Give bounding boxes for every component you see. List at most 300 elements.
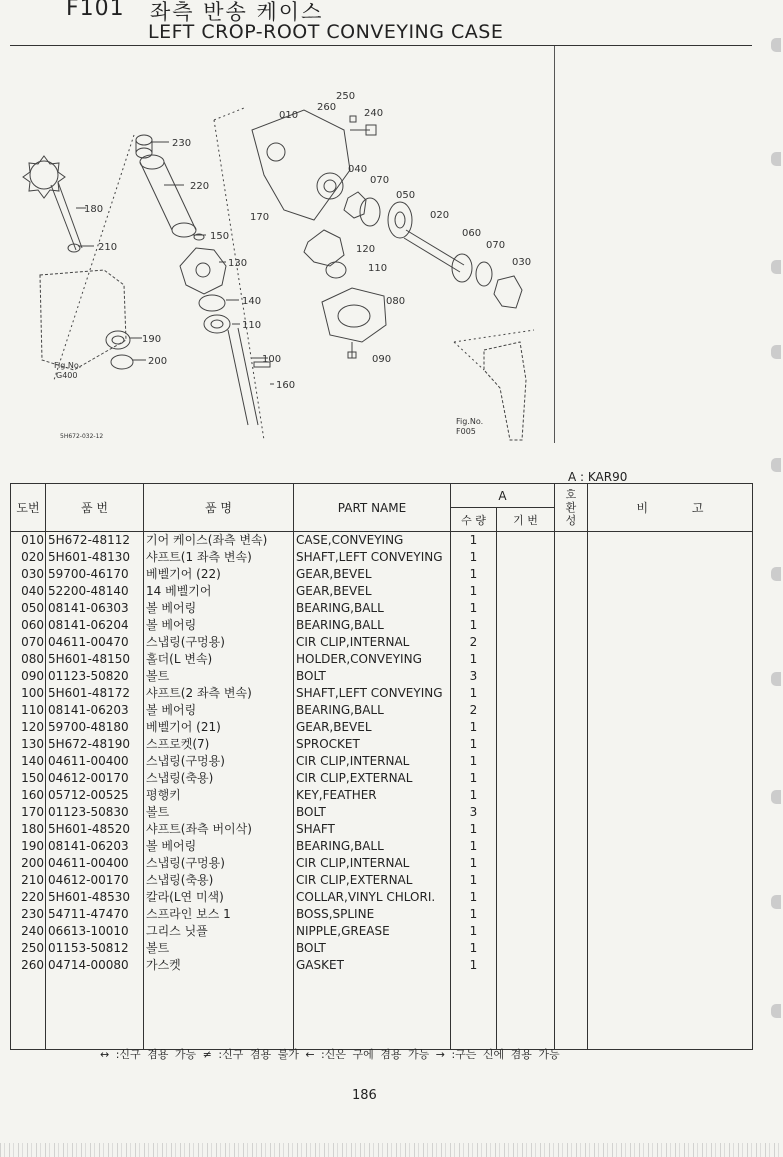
fig-ref-right: Fig.No. [456, 417, 484, 426]
row-name-kr: 스냅링(구멍용) [144, 855, 294, 872]
row-ref: 080 [11, 651, 46, 668]
row-name-kr: 가스켓 [144, 957, 294, 974]
row-name-kr: 스냅링(축용) [144, 770, 294, 787]
binder-hole [771, 152, 781, 166]
diagram-label: 200 [148, 356, 168, 367]
row-interchange [555, 549, 588, 566]
diagram-label: 160 [276, 380, 296, 391]
row-part-name: GEAR,BEVEL [294, 719, 451, 736]
drawing-code: 5H672-032-12 [60, 433, 104, 440]
row-part-no: 5H601-48130 [46, 549, 144, 566]
row-qty: 2 [451, 702, 497, 719]
header-part-no: 품 번 [46, 484, 144, 532]
row-part-name: SHAFT,LEFT CONVEYING [294, 549, 451, 566]
row-basic [497, 549, 555, 566]
row-ref: 110 [11, 702, 46, 719]
row-name-kr: 기어 케이스(좌측 변속) [144, 532, 294, 550]
blank-cell [588, 974, 753, 1050]
row-qty: 1 [451, 923, 497, 940]
table-blank-area [11, 974, 753, 1050]
table-row [11, 600, 753, 617]
row-qty: 1 [451, 940, 497, 957]
row-ref: 140 [11, 753, 46, 770]
row-ref: 210 [11, 872, 46, 889]
table-row [11, 719, 753, 736]
row-part-no: 59700-48180 [46, 719, 144, 736]
row-part-name: BOSS,SPLINE [294, 906, 451, 923]
row-basic [497, 617, 555, 634]
binder-hole [771, 260, 781, 274]
row-part-name: CIR CLIP,EXTERNAL [294, 770, 451, 787]
row-part-no: 08141-06203 [46, 702, 144, 719]
row-interchange [555, 583, 588, 600]
row-ref: 090 [11, 668, 46, 685]
row-interchange [555, 838, 588, 855]
row-qty: 3 [451, 804, 497, 821]
row-interchange [555, 702, 588, 719]
row-part-no: 04714-00080 [46, 957, 144, 974]
binder-hole [771, 895, 781, 909]
table-row [11, 685, 753, 702]
table-row [11, 787, 753, 804]
diagram-label: 090 [372, 354, 392, 365]
row-name-kr: 14 베벨기어 [144, 583, 294, 600]
row-name-kr: 볼 베어링 [144, 600, 294, 617]
row-part-no: 5H601-48530 [46, 889, 144, 906]
table-row [11, 583, 753, 600]
row-remarks [588, 906, 753, 923]
row-ref: 070 [11, 634, 46, 651]
row-part-name: BOLT [294, 668, 451, 685]
row-part-name: SHAFT,LEFT CONVEYING [294, 685, 451, 702]
blank-cell [451, 974, 497, 1050]
row-qty: 1 [451, 770, 497, 787]
binder-hole [771, 458, 781, 472]
row-qty: 1 [451, 719, 497, 736]
row-remarks [588, 889, 753, 906]
row-remarks [588, 770, 753, 787]
row-name-kr: 평행키 [144, 787, 294, 804]
row-part-no: 54711-47470 [46, 906, 144, 923]
row-interchange [555, 617, 588, 634]
row-remarks [588, 838, 753, 855]
row-part-no: 59700-46170 [46, 566, 144, 583]
binder-hole [771, 345, 781, 359]
row-basic [497, 770, 555, 787]
row-remarks [588, 957, 753, 974]
row-ref: 190 [11, 838, 46, 855]
row-part-name: BOLT [294, 804, 451, 821]
row-ref: 100 [11, 685, 46, 702]
diagram-label: 010 [279, 110, 299, 121]
table-row [11, 702, 753, 719]
row-ref: 260 [11, 957, 46, 974]
row-part-no: 5H601-48150 [46, 651, 144, 668]
row-remarks [588, 583, 753, 600]
diagram-label: 170 [250, 212, 270, 223]
diagram-label: 110 [368, 263, 388, 274]
diagram-label: 140 [242, 296, 262, 307]
row-qty: 1 [451, 838, 497, 855]
row-remarks [588, 651, 753, 668]
row-basic [497, 600, 555, 617]
diagram-label: 030 [512, 257, 532, 268]
diagram-label: 240 [364, 108, 384, 119]
row-name-kr: 볼트 [144, 668, 294, 685]
row-interchange [555, 906, 588, 923]
row-part-no: 04611-00400 [46, 855, 144, 872]
diagram-label: 150 [210, 231, 230, 242]
row-basic [497, 804, 555, 821]
header-basic: 기 번 [497, 508, 555, 532]
diagram-label: 230 [172, 138, 192, 149]
row-part-no: 08141-06303 [46, 600, 144, 617]
row-remarks [588, 600, 753, 617]
row-qty: 1 [451, 957, 497, 974]
row-remarks [588, 753, 753, 770]
diagram-label: 110 [242, 320, 262, 331]
fig-ref-left-number: G400 [56, 371, 78, 380]
blank-cell [144, 974, 294, 1050]
row-ref: 020 [11, 549, 46, 566]
row-part-name: CASE,CONVEYING [294, 532, 451, 550]
row-remarks [588, 566, 753, 583]
diagram-label: 260 [317, 102, 337, 113]
row-basic [497, 719, 555, 736]
diagram-label: 040 [348, 164, 368, 175]
row-name-kr: 홀더(L 변속) [144, 651, 294, 668]
row-part-name: NIPPLE,GREASE [294, 923, 451, 940]
table-row [11, 889, 753, 906]
diagram-label: 120 [356, 244, 376, 255]
row-interchange [555, 651, 588, 668]
table-row [11, 804, 753, 821]
figure-code: F101 [66, 0, 125, 21]
table-row [11, 532, 753, 550]
row-part-name: BOLT [294, 940, 451, 957]
row-remarks [588, 821, 753, 838]
row-ref: 250 [11, 940, 46, 957]
row-interchange [555, 753, 588, 770]
row-remarks [588, 685, 753, 702]
diagram-label: 130 [228, 258, 248, 269]
binder-hole [771, 672, 781, 686]
diagram-label: 220 [190, 181, 210, 192]
page-number: 186 [352, 1088, 377, 1103]
diagram-label: 180 [84, 204, 104, 215]
row-part-name: SPROCKET [294, 736, 451, 753]
row-part-name: CIR CLIP,INTERNAL [294, 753, 451, 770]
diagram-label: 080 [386, 296, 406, 307]
row-ref: 120 [11, 719, 46, 736]
diagram-label: 070 [370, 175, 390, 186]
table-row [11, 617, 753, 634]
table-row [11, 668, 753, 685]
row-part-no: 04611-00470 [46, 634, 144, 651]
row-interchange [555, 685, 588, 702]
row-remarks [588, 668, 753, 685]
table-row [11, 651, 753, 668]
row-name-kr: 볼 베어링 [144, 838, 294, 855]
row-name-kr: 볼 베어링 [144, 617, 294, 634]
exploded-parts-diagram [14, 80, 554, 450]
row-basic [497, 685, 555, 702]
row-qty: 1 [451, 566, 497, 583]
row-remarks [588, 787, 753, 804]
compatibility-legend: ↔ :신구 겸용 가능 ≠ :신구 겸용 불가 ← :신은 구에 겸용 가능 → :구는 신에 겸용 가능 [100, 1048, 560, 1061]
row-part-name: BEARING,BALL [294, 600, 451, 617]
row-remarks [588, 634, 753, 651]
row-part-name: HOLDER,CONVEYING [294, 651, 451, 668]
row-name-kr: 스프라인 보스 1 [144, 906, 294, 923]
row-part-no: 5H601-48172 [46, 685, 144, 702]
row-part-name: SHAFT [294, 821, 451, 838]
row-name-kr: 샤프트(1 좌측 변속) [144, 549, 294, 566]
header-remarks: 비 고 [588, 484, 753, 532]
header-group-a: A [451, 484, 555, 508]
table-row [11, 906, 753, 923]
table-row [11, 923, 753, 940]
row-qty: 1 [451, 600, 497, 617]
row-ref: 060 [11, 617, 46, 634]
row-basic [497, 821, 555, 838]
row-remarks [588, 617, 753, 634]
row-name-kr: 베벨기어 (21) [144, 719, 294, 736]
row-interchange [555, 634, 588, 651]
row-interchange [555, 804, 588, 821]
row-remarks [588, 719, 753, 736]
row-qty: 1 [451, 906, 497, 923]
row-interchange [555, 736, 588, 753]
row-basic [497, 736, 555, 753]
binder-hole [771, 567, 781, 581]
row-interchange [555, 532, 588, 550]
row-name-kr: 볼트 [144, 940, 294, 957]
table-row [11, 770, 753, 787]
row-ref: 160 [11, 787, 46, 804]
diagram-label: 050 [396, 190, 416, 201]
row-part-no: 05712-00525 [46, 787, 144, 804]
header-qty: 수 량 [451, 508, 497, 532]
table-row [11, 634, 753, 651]
row-qty: 1 [451, 753, 497, 770]
binder-hole [771, 1004, 781, 1018]
row-ref: 170 [11, 804, 46, 821]
blank-cell [555, 974, 588, 1050]
row-part-no: 06613-10010 [46, 923, 144, 940]
row-interchange [555, 872, 588, 889]
row-ref: 230 [11, 906, 46, 923]
row-part-no: 52200-48140 [46, 583, 144, 600]
row-basic [497, 753, 555, 770]
row-qty: 1 [451, 651, 497, 668]
row-name-kr: 샤프트(좌측 버이삭) [144, 821, 294, 838]
row-remarks [588, 532, 753, 550]
binder-hole [771, 790, 781, 804]
row-interchange [555, 821, 588, 838]
table-row [11, 566, 753, 583]
row-basic [497, 872, 555, 889]
row-part-no: 08141-06203 [46, 838, 144, 855]
diagram-label: 070 [486, 240, 506, 251]
row-ref: 180 [11, 821, 46, 838]
row-interchange [555, 600, 588, 617]
blank-cell [497, 974, 555, 1050]
row-name-kr: 스냅링(축용) [144, 872, 294, 889]
row-interchange [555, 668, 588, 685]
table-row [11, 549, 753, 566]
row-interchange [555, 566, 588, 583]
header-part-name: PART NAME [294, 484, 451, 532]
row-part-name: BEARING,BALL [294, 617, 451, 634]
row-part-name: KEY,FEATHER [294, 787, 451, 804]
row-part-name: BEARING,BALL [294, 702, 451, 719]
row-name-kr: 스냅링(구멍용) [144, 753, 294, 770]
row-part-no: 5H672-48112 [46, 532, 144, 550]
table-row [11, 957, 753, 974]
table-row [11, 838, 753, 855]
row-basic [497, 702, 555, 719]
row-qty: 1 [451, 889, 497, 906]
row-ref: 040 [11, 583, 46, 600]
header-name-kr: 품 명 [144, 484, 294, 532]
fig-ref-right-number: F005 [456, 427, 476, 436]
scan-edge [0, 1143, 783, 1157]
row-part-no: 04612-00170 [46, 872, 144, 889]
row-qty: 1 [451, 736, 497, 753]
row-remarks [588, 923, 753, 940]
row-part-name: BEARING,BALL [294, 838, 451, 855]
row-basic [497, 566, 555, 583]
row-ref: 200 [11, 855, 46, 872]
row-ref: 130 [11, 736, 46, 753]
row-part-no: 08141-06204 [46, 617, 144, 634]
row-basic [497, 787, 555, 804]
row-name-kr: 베벨기어 (22) [144, 566, 294, 583]
row-interchange [555, 770, 588, 787]
row-qty: 1 [451, 617, 497, 634]
row-basic [497, 906, 555, 923]
row-interchange [555, 855, 588, 872]
blank-cell [11, 974, 46, 1050]
row-qty: 1 [451, 549, 497, 566]
row-part-no: 5H601-48520 [46, 821, 144, 838]
row-qty: 1 [451, 855, 497, 872]
row-ref: 050 [11, 600, 46, 617]
row-remarks [588, 736, 753, 753]
row-basic [497, 940, 555, 957]
row-ref: 030 [11, 566, 46, 583]
table-row [11, 753, 753, 770]
title-korean: 좌측 반송 케이스 [150, 0, 324, 24]
row-part-name: GEAR,BEVEL [294, 583, 451, 600]
row-part-no: 5H672-48190 [46, 736, 144, 753]
row-interchange [555, 923, 588, 940]
row-basic [497, 532, 555, 550]
table-row [11, 736, 753, 753]
row-ref: 220 [11, 889, 46, 906]
row-part-name: COLLAR,VINYL CHLORI. [294, 889, 451, 906]
diagram-label: 060 [462, 228, 482, 239]
row-basic [497, 634, 555, 651]
row-interchange [555, 889, 588, 906]
diagram-label: 100 [262, 354, 282, 365]
row-ref: 150 [11, 770, 46, 787]
binder-hole [771, 38, 781, 52]
row-part-no: 01153-50812 [46, 940, 144, 957]
header-ref: 도번 [11, 484, 46, 532]
row-part-name: GEAR,BEVEL [294, 566, 451, 583]
row-remarks [588, 855, 753, 872]
row-basic [497, 583, 555, 600]
table-row [11, 872, 753, 889]
row-basic [497, 923, 555, 940]
diagram-label: 210 [98, 242, 118, 253]
row-qty: 1 [451, 787, 497, 804]
row-name-kr: 스프로켓(7) [144, 736, 294, 753]
row-name-kr: 볼 베어링 [144, 702, 294, 719]
row-remarks [588, 549, 753, 566]
row-part-name: CIR CLIP,INTERNAL [294, 855, 451, 872]
row-qty: 1 [451, 685, 497, 702]
row-name-kr: 볼트 [144, 804, 294, 821]
row-basic [497, 651, 555, 668]
row-qty: 3 [451, 668, 497, 685]
row-interchange [555, 787, 588, 804]
row-part-no: 04612-00170 [46, 770, 144, 787]
diagram-label: 250 [336, 91, 356, 102]
row-interchange [555, 957, 588, 974]
diagram-label: 020 [430, 210, 450, 221]
row-part-no: 01123-50830 [46, 804, 144, 821]
model-note: A : KAR90 [568, 470, 628, 484]
table-row [11, 855, 753, 872]
row-remarks [588, 872, 753, 889]
header-rule [10, 45, 752, 46]
row-ref: 010 [11, 532, 46, 550]
row-remarks [588, 804, 753, 821]
row-part-name: GASKET [294, 957, 451, 974]
diagram-divider [554, 46, 555, 443]
row-basic [497, 838, 555, 855]
row-qty: 1 [451, 583, 497, 600]
row-name-kr: 스냅링(구멍용) [144, 634, 294, 651]
header-interchange: 호환성 [555, 484, 588, 532]
table-row [11, 821, 753, 838]
row-basic [497, 889, 555, 906]
title-english: LEFT CROP-ROOT CONVEYING CASE [148, 21, 504, 43]
diagram-label: 190 [142, 334, 162, 345]
row-name-kr: 샤프트(2 좌측 변속) [144, 685, 294, 702]
table-row [11, 940, 753, 957]
parts-table [10, 483, 753, 1050]
row-part-no: 04611-00400 [46, 753, 144, 770]
row-ref: 240 [11, 923, 46, 940]
row-qty: 1 [451, 532, 497, 550]
row-part-name: CIR CLIP,EXTERNAL [294, 872, 451, 889]
row-remarks [588, 702, 753, 719]
row-remarks [588, 940, 753, 957]
row-qty: 2 [451, 634, 497, 651]
row-qty: 1 [451, 821, 497, 838]
row-basic [497, 855, 555, 872]
blank-cell [294, 974, 451, 1050]
fig-ref-left: Fig.No. [54, 361, 82, 370]
row-basic [497, 668, 555, 685]
row-part-name: CIR CLIP,INTERNAL [294, 634, 451, 651]
row-part-no: 01123-50820 [46, 668, 144, 685]
row-qty: 1 [451, 872, 497, 889]
